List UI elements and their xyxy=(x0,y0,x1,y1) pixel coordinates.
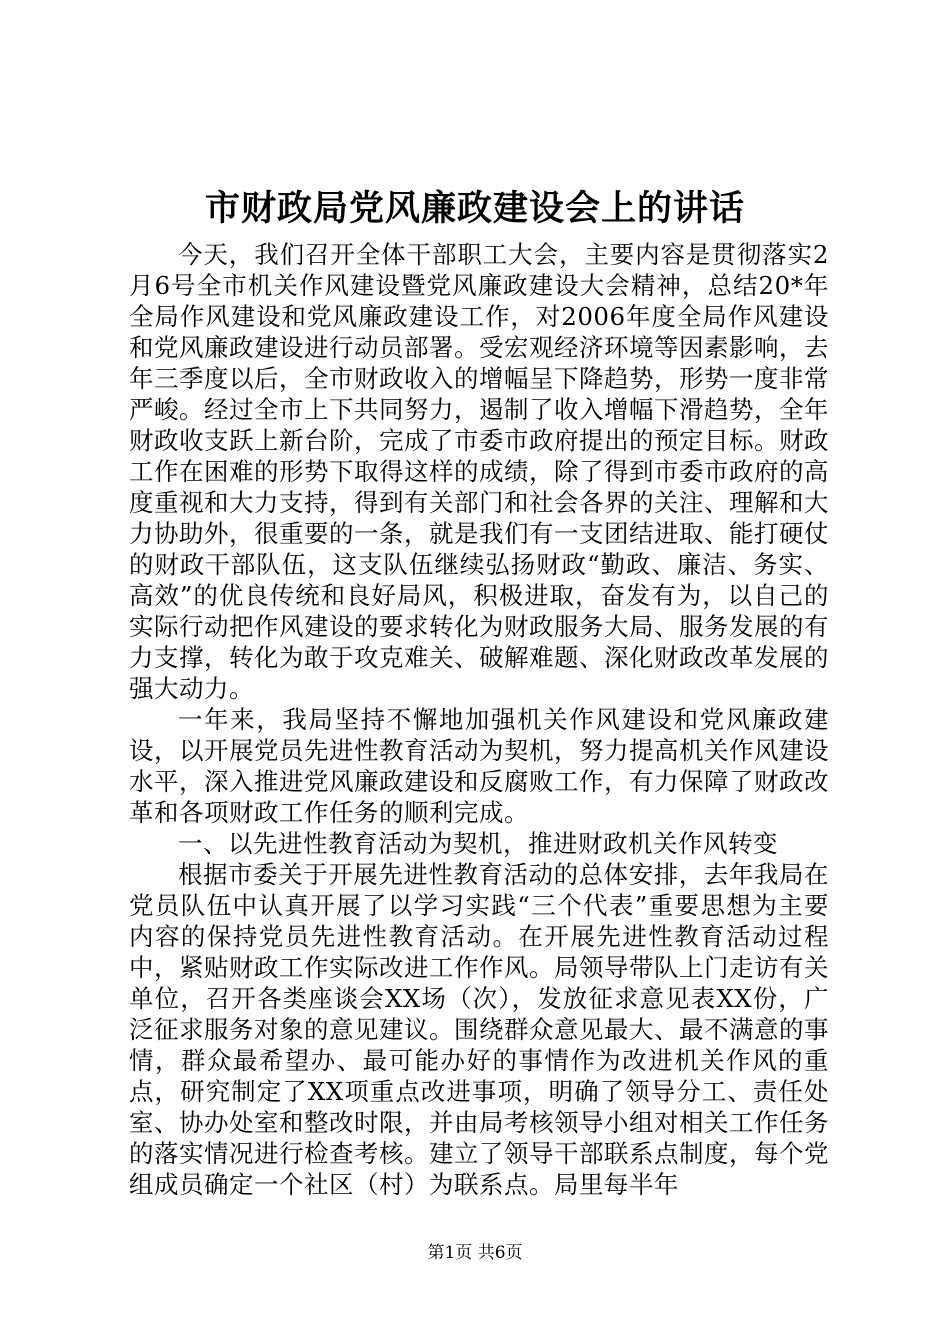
paragraph-section-1: 根据市委关于开展先进性教育活动的总体安排，去年我局在党员队伍中认真开展了以学习实践“三个代表”重要思想为主要内容的保持党员先进性教育活动。在开展先进性教育活动过程中，紧贴财政工作实际改进工作作风。局领导带队上门走访有关单位，召开各类座谈会XX场（次），发放征求意见表XX份，广泛征求服务对象的意见建议。围绕群众意见最大、最不满意的事情，群众最希望办、最可能办好的事情作为改进机关作风的重点，研究制定了XX项重点改进事项，明确了领导分工、责任处室、协办处室和整改时限，并由局考核领导小组对相关工作任务的落实情况进行检查考核。建立了领导干部联系点制度，每个党组成员确定一个社区（村）为联系点。局里每半年 xyxy=(129,860,829,1199)
paragraph-year-summary: 一年来，我局坚持不懈地加强机关作风建设和党风廉政建设，以开展党员先进性教育活动为契机，努力提高机关作风建设水平，深入推进党风廉政建设和反腐败工作，有力保障了财政改革和各项财政工作任务的顺利完成。 xyxy=(129,705,829,827)
document-title: 市财政局党风廉政建设会上的讲话 xyxy=(204,188,745,229)
paragraph-intro: 今天，我们召开全体干部职工大会，主要内容是贯彻落实2月6号全市机关作风建设暨党风廉政建设大会精神，总结20*年全局作风建设和党风廉政建设工作，对2006年度全局作风建设和党风廉政建设进行动员部署。受宏观经济环境等因素影响，去年三季度以后，全市财政收入的增幅呈下降趋势，形势一度非常严峻。经过全市上下共同努力，遏制了收入增幅下滑趋势，全年财政收支跃上新台阶，完成了市委市政府提出的预定目标。财政工作在困难的形势下取得这样的成绩，除了得到市委市政府的高度重视和大力支持，得到有关部门和社会各界的关注、理解和大力协助外，很重要的一条，就是我们有一支团结进取、能打硬仗的财政干部队伍，这支队伍继续弘扬财政“勤政、廉洁、务实、高效”的优良传统和良好局风，积极进取，奋发有为，以自己的实际行动把作风建设的要求转化为财政服务大局、服务发展的有力支撑，转化为敢于攻克难关、破解难题、深化财政改革发展的强大动力。 xyxy=(129,240,829,703)
document-body xyxy=(129,239,829,1200)
page-footer: 第1页 共6页 xyxy=(427,1243,523,1263)
section-heading-1: 一、以先进性教育活动为契机，推进财政机关作风转变 xyxy=(178,829,778,858)
